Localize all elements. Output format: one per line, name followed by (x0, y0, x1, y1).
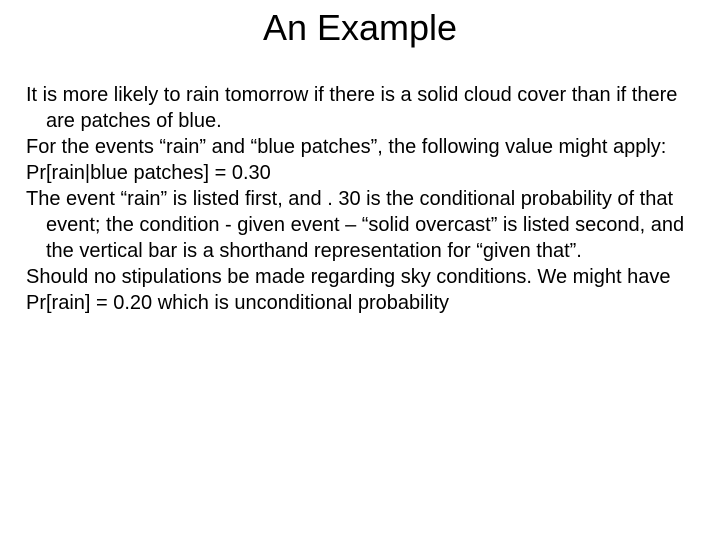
paragraph-events-definition: For the events “rain” and “blue patches”, the following value might apply: (26, 136, 667, 158)
paragraph-no-stipulations: Should no stipulations be made regarding sky conditions. We might have (26, 266, 671, 288)
slide-body (26, 82, 696, 316)
paragraph-unconditional-formula: Pr[rain] = 0.20 which is unconditional probability (26, 292, 450, 314)
paragraph-solid-cloud-cover: It is more likely to rain tomorrow if there is a solid cloud cover than if there are patches of blue. (26, 84, 678, 132)
paragraph-conditional-formula: Pr[rain|blue patches] = 0.30 (26, 162, 271, 184)
slide-title: An Example (262, 7, 458, 48)
paragraph-conditional-explanation: The event “rain” is listed first, and . 30 is the conditional probability of that event; the condition - given event – “solid overcast” is listed second, and the vertical bar is a shorthand representation for “given that”. (26, 188, 685, 262)
